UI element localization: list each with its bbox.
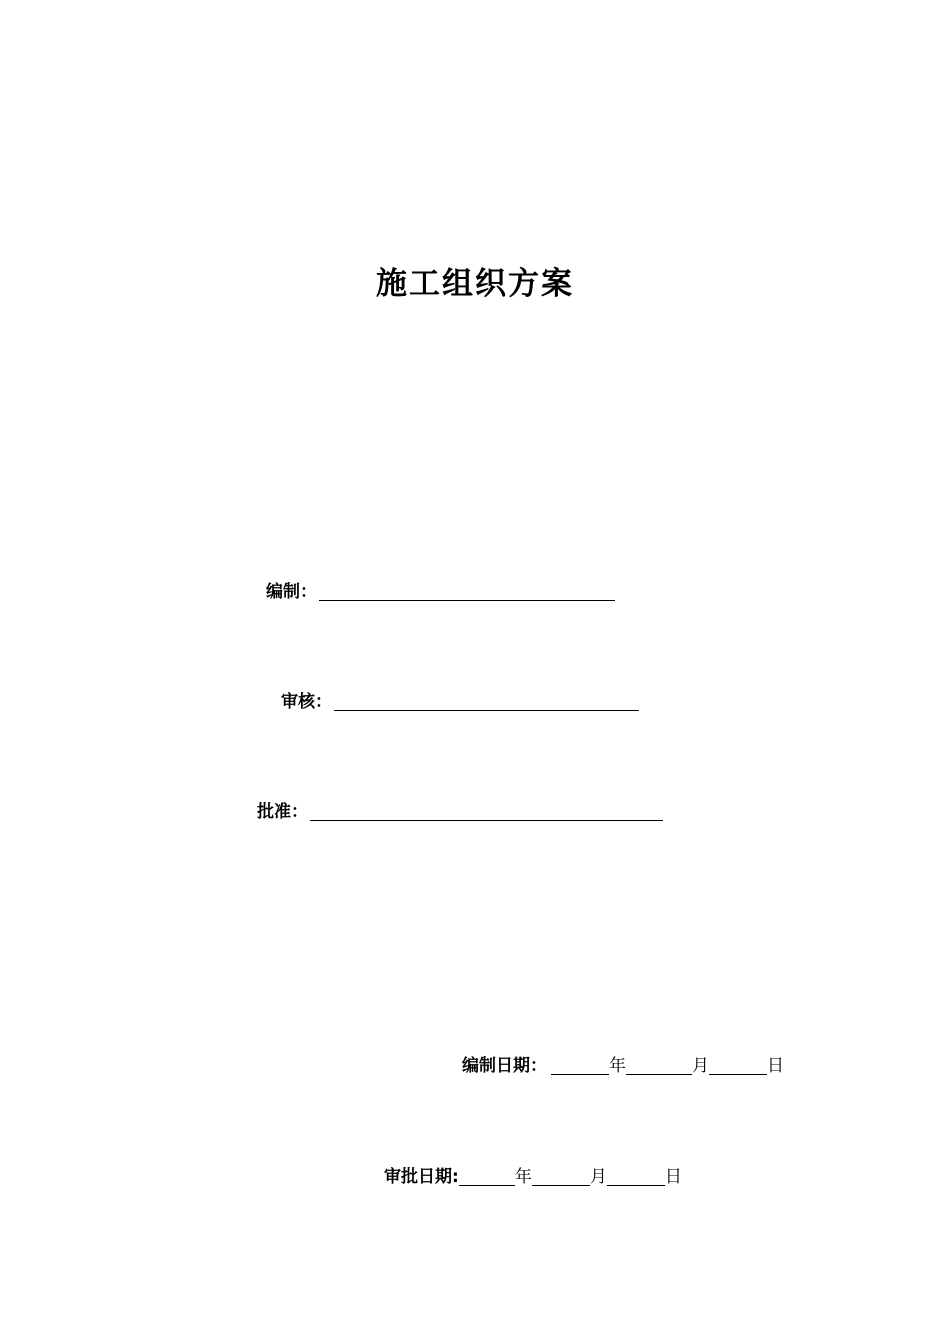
compiler-label: 编制： — [266, 582, 317, 602]
compile-day-blank — [709, 1073, 767, 1075]
compiler-signature-line — [319, 599, 615, 601]
compile-date-row — [462, 1054, 784, 1078]
compile-date-label: 编制日期： — [462, 1056, 547, 1076]
approve-day-blank — [607, 1184, 665, 1186]
compile-month-blank — [626, 1073, 692, 1075]
reviewer-signature-line — [334, 709, 639, 711]
compiler-row — [266, 580, 615, 604]
approver-row — [257, 800, 663, 824]
compile-year-blank — [551, 1073, 609, 1075]
approve-month-blank — [532, 1184, 590, 1186]
approve-year-unit: 年 — [514, 1167, 532, 1187]
compile-day-unit: 日 — [767, 1056, 784, 1076]
compile-year-unit: 年 — [609, 1056, 626, 1076]
approve-month-unit: 月 — [589, 1167, 607, 1187]
approve-day-unit: 日 — [664, 1167, 682, 1187]
reviewer-row — [281, 690, 639, 714]
approver-label: 批准： — [257, 802, 308, 822]
approve-year-blank — [459, 1184, 515, 1186]
compile-month-unit: 月 — [692, 1056, 709, 1076]
reviewer-label: 审核： — [281, 692, 332, 712]
approve-date-row — [384, 1165, 682, 1189]
approve-date-label: 审批日期: — [384, 1167, 459, 1187]
document-title: 施工组织方案 — [376, 266, 574, 302]
approver-signature-line — [310, 819, 663, 821]
